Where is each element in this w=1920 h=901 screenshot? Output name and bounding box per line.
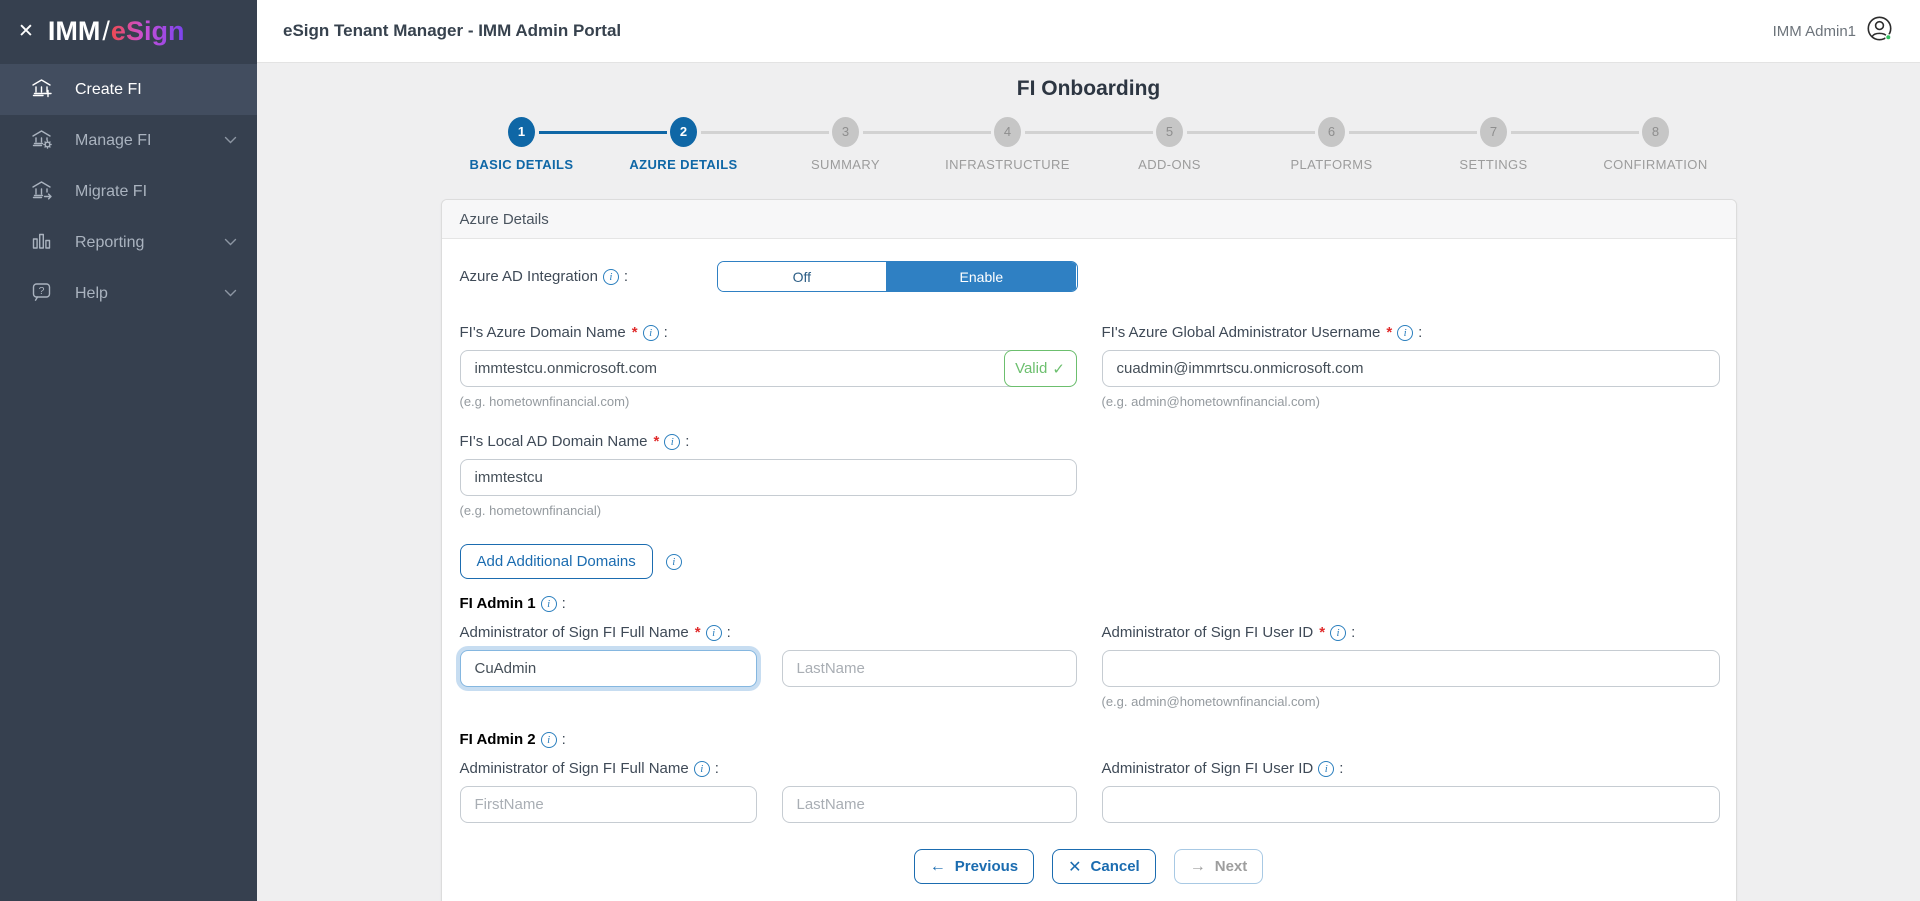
global-admin-input-wrap <box>1102 350 1720 387</box>
user-menu[interactable] <box>1773 15 1894 48</box>
page-title: FI Onboarding <box>1016 77 1161 100</box>
label-colon: : <box>685 433 690 450</box>
label-text: FI's Azure Global Administrator Username <box>1101 324 1381 341</box>
label-text: Administrator of Sign FI Full Name <box>459 760 689 777</box>
content <box>257 63 1920 901</box>
valid-badge <box>1004 350 1077 387</box>
global-admin-input[interactable] <box>1102 350 1720 387</box>
required-asterisk: * <box>1386 324 1393 341</box>
admin1-userid-input[interactable] <box>1102 650 1720 687</box>
admin1-userid-input-wrap <box>1102 650 1720 687</box>
step-label: ADD-ONS <box>1138 157 1201 172</box>
local-ad-hint: (e.g. hometownfinancial) <box>459 503 602 518</box>
info-icon[interactable]: i <box>603 269 619 285</box>
heading-text: FI Admin 2 <box>459 731 536 748</box>
step-infrastructure[interactable] <box>927 117 1089 172</box>
azure-details-card <box>441 199 1737 901</box>
info-icon[interactable]: i <box>706 625 722 641</box>
x-icon: ✕ <box>1068 858 1082 876</box>
logo-slash: / <box>102 16 110 46</box>
admin2-userid-input[interactable] <box>1102 786 1720 823</box>
valid-text: Valid <box>1015 360 1048 377</box>
heading-text: FI Admin 1 <box>459 595 536 612</box>
step-label: AZURE DETAILS <box>629 157 738 172</box>
sidebar <box>0 0 257 901</box>
stepper <box>441 117 1737 172</box>
admin1-firstname-input[interactable] <box>460 650 757 687</box>
sidebar-nav <box>0 64 257 319</box>
azure-domain-hint: (e.g. hometownfinancial.com) <box>459 394 630 409</box>
step-summary[interactable] <box>765 117 927 172</box>
sidebar-item-label: Create FI <box>75 80 142 98</box>
step-label: INFRASTRUCTURE <box>945 157 1070 172</box>
label-text: Administrator of Sign FI User ID <box>1101 760 1314 777</box>
app-logo <box>48 16 185 47</box>
info-icon[interactable]: i <box>643 325 659 341</box>
azure-domain-label <box>460 324 1077 341</box>
label-colon: : <box>1418 324 1423 341</box>
label-colon: : <box>714 760 719 777</box>
step-label: BASIC DETAILS <box>469 157 574 172</box>
admin1-name-inputs <box>460 650 1077 687</box>
global-admin-hint: (e.g. admin@hometownfinancial.com) <box>1101 394 1320 409</box>
wizard-actions <box>460 849 1718 884</box>
required-asterisk: * <box>631 324 638 341</box>
admin2-firstname-input[interactable] <box>460 786 757 823</box>
step-label: CONFIRMATION <box>1603 157 1708 172</box>
label-colon: : <box>561 595 566 612</box>
info-icon[interactable]: i <box>541 732 557 748</box>
global-admin-label <box>1102 324 1720 341</box>
step-circle[interactable]: 3 <box>832 117 859 147</box>
label-colon: : <box>1339 760 1344 777</box>
fi-admin1-heading <box>460 595 1718 612</box>
sidebar-item-create-fi[interactable] <box>0 64 257 115</box>
bar-chart-icon <box>30 229 53 257</box>
sidebar-item-reporting[interactable] <box>0 217 257 268</box>
step-label: SUMMARY <box>810 157 880 172</box>
step-circle[interactable]: 5 <box>1156 117 1183 147</box>
sidebar-logo-row <box>0 0 257 63</box>
required-asterisk: * <box>653 433 660 450</box>
step-azure-details[interactable] <box>603 117 765 172</box>
user-avatar-icon[interactable] <box>1866 15 1894 48</box>
admin1-lastname-input[interactable] <box>782 650 1077 687</box>
info-icon[interactable]: i <box>664 434 680 450</box>
label-colon: : <box>1351 624 1356 641</box>
local-ad-input[interactable] <box>460 459 1077 496</box>
sidebar-item-label: Migrate FI <box>75 182 148 200</box>
local-ad-label <box>460 433 1077 450</box>
admin1-userid-hint: (e.g. admin@hometownfinancial.com) <box>1101 694 1320 709</box>
admin2-userid-input-wrap <box>1102 786 1720 823</box>
left-arrow-icon: ← <box>929 857 946 875</box>
label-text: FI's Azure Domain Name <box>459 324 626 341</box>
label-colon: : <box>726 624 731 641</box>
admin1-userid-label <box>1102 624 1720 641</box>
main-area <box>257 0 1920 901</box>
label-colon: : <box>663 324 668 341</box>
previous-button[interactable] <box>914 849 1034 884</box>
step-add-ons[interactable] <box>1089 117 1251 172</box>
user-name: IMM Admin1 <box>1772 22 1856 40</box>
card-body <box>442 239 1736 901</box>
info-icon[interactable]: i <box>666 554 682 570</box>
button-label: Next <box>1214 858 1248 875</box>
step-confirmation[interactable] <box>1575 117 1737 172</box>
info-icon[interactable]: i <box>1318 761 1334 777</box>
logo-imm: IMM <box>47 16 101 46</box>
app-title: eSign Tenant Manager - IMM Admin Portal <box>283 21 622 40</box>
sidebar-item-label: Help <box>75 284 108 302</box>
info-icon[interactable]: i <box>541 596 557 612</box>
step-circle[interactable]: 1 <box>508 117 535 147</box>
sidebar-item-help[interactable] <box>0 268 257 319</box>
button-label: Previous <box>954 858 1019 875</box>
admin1-fullname-label <box>460 624 1077 641</box>
required-asterisk: * <box>694 624 701 641</box>
step-settings[interactable] <box>1413 117 1575 172</box>
bank-plus-icon <box>30 76 53 104</box>
admin2-name-inputs <box>460 786 1077 823</box>
required-asterisk: * <box>1319 624 1326 641</box>
step-circle[interactable]: 6 <box>1318 117 1345 147</box>
toggle-enable-button[interactable]: Enable <box>886 262 1076 291</box>
admin1-row <box>460 612 1718 709</box>
info-icon[interactable]: i <box>694 761 710 777</box>
toggle-off-button[interactable]: Off <box>718 262 887 291</box>
sidebar-item-label: Reporting <box>75 233 145 251</box>
label-colon: : <box>623 268 629 285</box>
bank-gear-icon <box>30 127 53 155</box>
azure-ad-integration-label <box>460 268 717 285</box>
step-circle[interactable]: 7 <box>1480 117 1507 147</box>
add-additional-domains-button[interactable]: Add Additional Domains <box>460 544 653 579</box>
close-icon[interactable]: ✕ <box>18 21 34 42</box>
label-text: FI's Local AD Domain Name <box>459 433 648 450</box>
sidebar-item-migrate-fi[interactable] <box>0 166 257 217</box>
local-ad-input-wrap <box>460 459 1077 496</box>
sidebar-item-manage-fi[interactable] <box>0 115 257 166</box>
label-text: Administrator of Sign FI Full Name <box>459 624 689 641</box>
right-arrow-icon: → <box>1189 857 1206 875</box>
chevron-down-icon <box>224 285 237 303</box>
next-button[interactable] <box>1174 849 1264 884</box>
card-title: Azure Details <box>442 200 1736 239</box>
azure-domain-input-wrap <box>460 350 1077 387</box>
admin2-userid-label <box>1102 760 1720 777</box>
logo-esign: eSign <box>110 16 185 46</box>
label-text: Administrator of Sign FI User ID <box>1101 624 1314 641</box>
label-colon: : <box>561 731 566 748</box>
chevron-down-icon <box>224 234 237 252</box>
admin2-row <box>460 748 1718 823</box>
topbar <box>257 0 1920 63</box>
sidebar-item-label: Manage FI <box>75 131 152 149</box>
label-text: Azure AD Integration <box>459 268 598 285</box>
azure-domain-input[interactable] <box>460 350 1077 387</box>
step-platforms[interactable] <box>1251 117 1413 172</box>
fi-admin2-heading <box>460 731 1718 748</box>
info-icon[interactable]: i <box>1397 325 1413 341</box>
step-circle[interactable]: 4 <box>994 117 1021 147</box>
step-label: SETTINGS <box>1459 157 1528 172</box>
svg-text:?: ? <box>38 284 45 297</box>
step-circle[interactable]: 2 <box>670 117 697 147</box>
azure-ad-toggle <box>717 261 1078 292</box>
button-label: Cancel <box>1090 858 1140 875</box>
step-basic-details[interactable] <box>441 117 603 172</box>
info-icon[interactable]: i <box>1330 625 1346 641</box>
admin2-lastname-input[interactable] <box>782 786 1077 823</box>
step-circle[interactable]: 8 <box>1642 117 1669 147</box>
step-label: PLATFORMS <box>1290 157 1373 172</box>
domain-row <box>460 324 1718 409</box>
chevron-down-icon <box>224 132 237 150</box>
cancel-button[interactable] <box>1052 849 1156 884</box>
azure-ad-integration-row <box>460 261 1718 292</box>
check-icon: ✓ <box>1052 360 1065 378</box>
help-bubble-icon <box>30 280 53 308</box>
admin2-fullname-label <box>460 760 1077 777</box>
bank-arrow-icon <box>30 178 53 206</box>
local-ad-row <box>460 433 1718 518</box>
add-domains-row <box>460 544 1718 579</box>
